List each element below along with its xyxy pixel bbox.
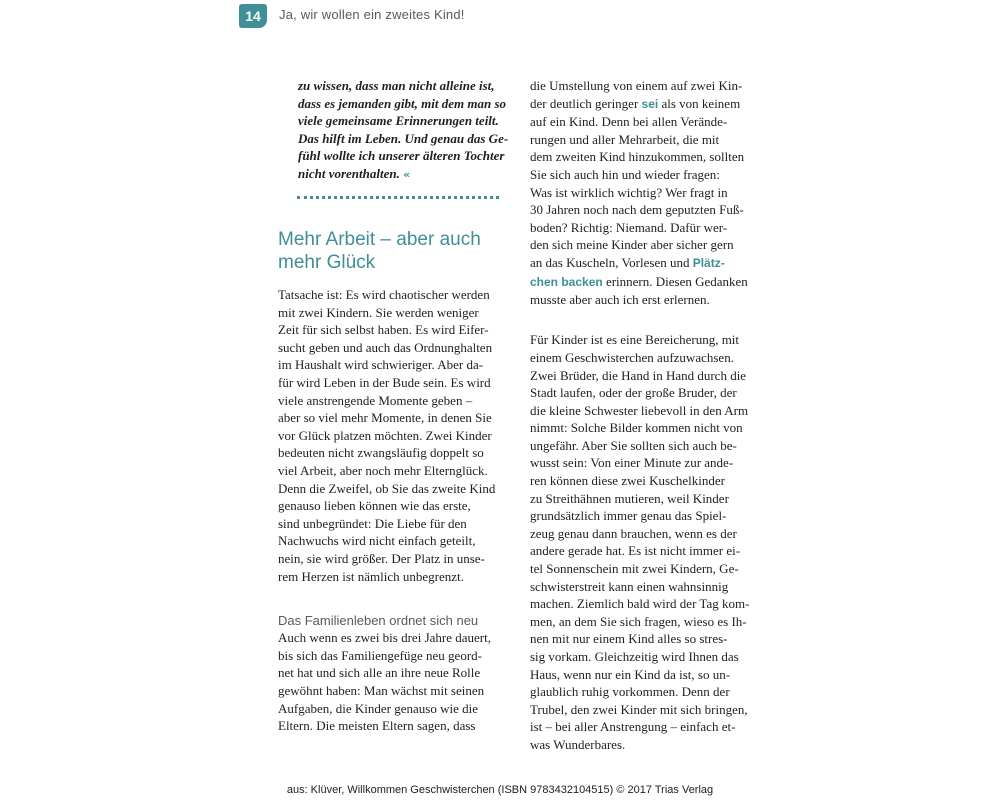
body-line: zu Streithähnen mutieren, weil Kinder (530, 490, 729, 506)
body-line: sig vorkam. Gleichzeitig wird Ihnen das (530, 649, 739, 664)
body-line: nimmt: Solche Bilder kommen nicht von (530, 420, 743, 436)
body-line: vor Glück platzen möchten. Zwei Kinder (278, 427, 492, 443)
quote-line: viele gemeinsame Erinnerungen teilt. (298, 113, 499, 129)
body-line: sind unbegründet: Die Liebe für den (278, 515, 467, 531)
body-line: bis sich das Familiengefüge neu geord- (278, 647, 482, 663)
running-title: Ja, wir wollen ein zweites Kind! (279, 7, 465, 22)
body-line: Eltern. Die meisten Eltern sagen, dass (278, 718, 476, 734)
body-line: die kleine Schwester liebevoll in den Arm (530, 402, 749, 418)
body-line: andere gerade hat. Es ist nicht immer ei- (530, 543, 741, 559)
body-line: nein, sie wird größer. Der Platz in unse- (278, 550, 485, 566)
body-line: grundsätzlich immer genau das Spiel- (530, 508, 727, 524)
quote-line: zu wissen, dass man nicht alleine ist, (298, 78, 495, 93)
body-line: Trubel, den zwei Kinder mit sich bringen, (530, 701, 748, 717)
body-line: machen. Ziemlich bald wird der Tag kom- (530, 596, 750, 612)
section-heading (278, 228, 513, 274)
body-line: boden? Richtig: Niemand. Dafür wer- (530, 219, 728, 235)
body-line: musste aber auch ich erst erlernen. (530, 292, 710, 308)
body-line: Zeit für sich selbst haben. Es wird Eifer- (278, 322, 489, 338)
quote-block (278, 77, 508, 184)
body-line: tel Sonnenschein mit zwei Kindern, Ge- (530, 561, 739, 577)
body-line: auf ein Kind. Denn bei allen Verände- (530, 114, 728, 130)
quote-line: fühl wollte ich unserer älteren Tochter (298, 148, 505, 164)
body-line: viel Arbeit, aber noch mehr Elternglück. (278, 462, 488, 478)
body-line: zeug genau dann brauchen, wenn es der (530, 525, 737, 541)
body-line: dem zweiten Kind hinzukommen, sollten (530, 149, 745, 165)
quote-end-icon: « (403, 167, 411, 181)
body-line: Nachwuchs wird nicht einfach geteilt, (278, 533, 476, 549)
body-line: einem Geschwisterchen aufzuwachsen. (530, 349, 734, 365)
right-body (530, 77, 765, 754)
body-line: der deutlich geringer sei als von keinem (530, 95, 741, 111)
body-line: rungen und aller Mehrarbeit, die mit (530, 131, 720, 147)
quote-line: nicht vorenthalten. (298, 165, 400, 181)
body-line: aber so viel mehr Momente, in denen Sie (278, 410, 492, 426)
quote-last-line (298, 165, 508, 184)
body-line: Haus, wenn nur ein Kind da ist, so un- (530, 666, 731, 682)
quote-line: dass es jemanden gibt, mit dem man so (298, 95, 507, 111)
page-number-badge: 14 (239, 4, 267, 28)
glossary-link-plaetzchen-cont[interactable]: chen backen (530, 274, 603, 289)
body-line: men, an dem Sie sich fragen, wieso es Ih- (530, 613, 747, 629)
body-line: glaublich ruhig vorkommen. Denn der (530, 684, 730, 700)
body-line: schwisterstreit kann einen wahnsinnig (530, 578, 729, 594)
glossary-link-sei[interactable]: sei (641, 96, 659, 111)
heading-line: Mehr Arbeit – aber auch (278, 229, 481, 250)
body-line: chen backen erinnern. Diesen Gedanken (530, 273, 748, 289)
body-line: Auch wenn es zwei bis drei Jahre dauert, (278, 630, 491, 646)
quote-line: Das hilft im Leben. Und genau das Ge- (298, 130, 509, 146)
body-line: was Wunderbares. (530, 736, 626, 752)
body-line: Was ist wirklich wichtig? Wer fragt in (530, 184, 728, 200)
body-line: Tatsache ist: Es wird chaotischer werden (278, 287, 490, 302)
body-line: Sie sich auch hin und wieder fragen: (530, 166, 720, 182)
body-line: 30 Jahren noch nach dem geputzten Fuß- (530, 202, 744, 218)
body-line: an das Kuscheln, Vorlesen und Plätz- (530, 254, 725, 270)
body-line: viele anstrengende Momente geben – (278, 392, 473, 408)
body-line: Stadt laufen, oder der große Bruder, der (530, 385, 737, 401)
body-line: den sich meine Kinder aber sicher gern (530, 237, 734, 253)
body-line: im Haushalt wird schwieriger. Aber da- (278, 357, 484, 373)
heading-line: mehr Glück (278, 252, 376, 273)
body-line: Aufgaben, die Kinder genauso wie die (278, 700, 478, 716)
body-line: für wird Leben in der Bude sein. Es wird (278, 374, 491, 390)
body-line: ist – bei aller Anstrengung – einfach et- (530, 719, 736, 735)
body-line: mit zwei Kindern. Sie werden weniger (278, 304, 479, 320)
body-line: Zwei Brüder, die Hand in Hand durch die (530, 367, 747, 383)
body-line: rem Herzen ist nämlich unbegrenzt. (278, 568, 464, 584)
body-line: net hat und sich alle an ihre neue Rolle (278, 665, 481, 681)
body-line: ungefähr. Aber Sie sollten sich auch be- (530, 437, 737, 453)
body-line: ren können diese zwei Kuschelkinder (530, 473, 725, 489)
body-line: gewöhnt haben: Man wächst mit seinen (278, 683, 485, 699)
body-line: Denn die Zweifel, ob Sie das zweite Kind (278, 480, 496, 496)
body-line: wusst sein: Von einer Minute zur ande- (530, 455, 734, 471)
source-footer: aus: Klüver, Willkommen Geschwisterchen (ISBN 9783432104515) © 2017 Trias Verlag (286, 784, 714, 796)
body-line: Für Kinder ist es eine Bereicherung, mit (530, 332, 740, 348)
left-body (278, 286, 513, 735)
page-header (0, 0, 1000, 32)
body-line: die Umstellung von einem auf zwei Kin- (530, 78, 743, 93)
body-line: nen mit nur einem Kind alles so stres- (530, 631, 728, 647)
dotted-divider (297, 196, 499, 199)
glossary-link-plaetzchen[interactable]: Plätz- (692, 255, 725, 270)
subheading: Das Familienleben ordnet sich neu (278, 612, 479, 628)
body-line: bedeuten nicht zwangsläufig doppelt so (278, 445, 484, 461)
body-line: genauso lieben können wie das erste, (278, 498, 471, 514)
body-line: sucht geben und auch das Ordnunghalten (278, 339, 493, 355)
